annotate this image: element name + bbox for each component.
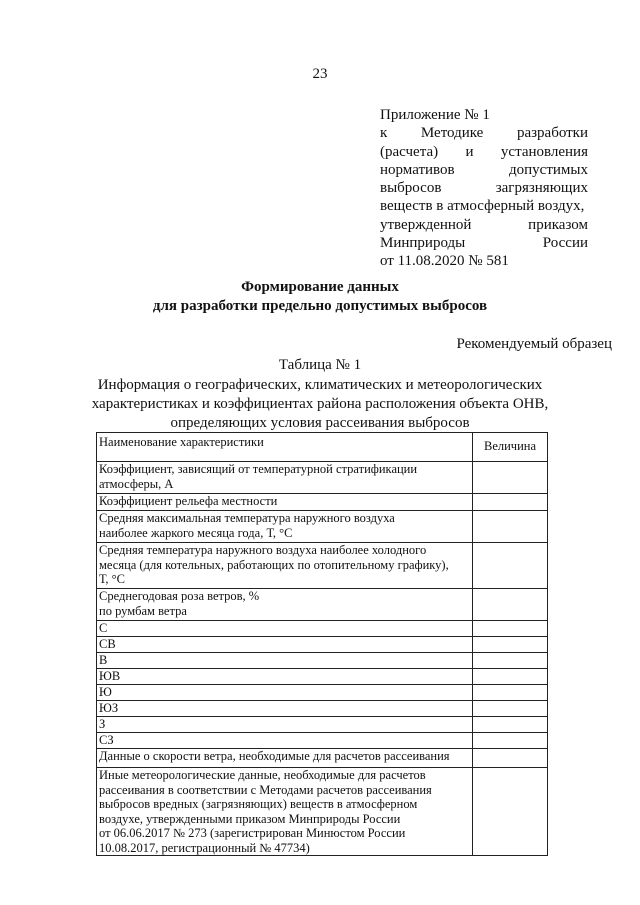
- characteristic-name-cell: [97, 543, 473, 589]
- appendix-word: веществ в атмосферный воздух,: [380, 198, 585, 215]
- appendix-word: допустимых: [509, 161, 588, 178]
- characteristic-line: Коэффициент рельефа местности: [99, 494, 278, 508]
- characteristic-line: Иные метеорологические данные, необходимые для расчетов: [99, 768, 426, 782]
- table-row: [97, 653, 548, 669]
- appendix-block: [380, 106, 588, 271]
- characteristic-line: Т, °С: [99, 572, 125, 586]
- heading-line-1: Формирование данных: [241, 279, 399, 295]
- characteristic-name-cell: [97, 621, 473, 637]
- appendix-line: [380, 197, 588, 215]
- characteristic-name-cell: [97, 637, 473, 653]
- table-row: [97, 494, 548, 511]
- value-cell[interactable]: [473, 621, 548, 637]
- value-cell[interactable]: [473, 494, 548, 511]
- value-cell[interactable]: [473, 717, 548, 733]
- characteristic-name-cell: [97, 494, 473, 511]
- characteristic-line: СЗ: [99, 733, 114, 747]
- appendix-word: нормативов: [380, 161, 455, 178]
- appendix-line: [380, 234, 588, 252]
- appendix-word: загрязняющих: [495, 180, 588, 197]
- appendix-word: приказом: [528, 216, 588, 233]
- table-row: [97, 669, 548, 685]
- appendix-word: разработки: [516, 125, 588, 142]
- heading-line-2: для разработки предельно допустимых выбросов: [152, 298, 488, 314]
- characteristic-line: В: [99, 653, 108, 667]
- characteristic-line: наиболее жаркого месяца года, Т, °С: [99, 525, 293, 540]
- table-row: [97, 717, 548, 733]
- appendix-line: [380, 179, 588, 197]
- characteristic-name-cell: [97, 462, 473, 494]
- table-number: Таблица № 1: [278, 357, 362, 373]
- caption-line-2: характеристиках и коэффициентах района расположения объекта ОНВ,: [91, 396, 549, 412]
- characteristic-name-cell: [97, 669, 473, 685]
- characteristic-line: Данные о скорости ветра, необходимые для расчетов рассеивания: [99, 749, 450, 763]
- value-cell[interactable]: [473, 685, 548, 701]
- characteristic-line: 10.08.2017, регистрационный № 47734): [99, 840, 310, 855]
- table-header-row: [97, 433, 548, 462]
- caption-line-3: определяющих условия рассеивания выбросов: [170, 415, 470, 431]
- characteristic-name-cell: [97, 701, 473, 717]
- characteristic-line: от 06.06.2017 № 273 (зарегистрирован Минюстом России: [99, 826, 406, 840]
- characteristic-name-cell: [97, 768, 473, 856]
- characteristic-line: по румбам ветра: [99, 603, 187, 618]
- characteristic-line: месяца (для котельных, работающих по отопительному графику),: [99, 557, 449, 572]
- characteristics-table: [96, 432, 548, 856]
- appendix-word: (расчета): [380, 143, 439, 160]
- appendix-lines: [380, 124, 588, 252]
- appendix-word: утвержденной: [380, 216, 472, 233]
- table-row: [97, 511, 548, 543]
- characteristic-line: Ю: [99, 685, 112, 699]
- characteristic-name-cell: [97, 653, 473, 669]
- table-row: [97, 733, 548, 749]
- appendix-date: от 11.08.2020 № 581: [380, 253, 509, 270]
- table-row: [97, 749, 548, 768]
- characteristic-name-cell: [97, 749, 473, 768]
- value-cell[interactable]: [473, 637, 548, 653]
- appendix-word: к: [380, 125, 388, 142]
- caption-line-1: Информация о географических, климатических и метеорологических: [97, 377, 543, 393]
- characteristic-name-cell: [97, 685, 473, 701]
- value-cell[interactable]: [473, 511, 548, 543]
- characteristic-name-cell: [97, 717, 473, 733]
- value-cell[interactable]: [473, 669, 548, 685]
- characteristic-line: ЮЗ: [99, 701, 119, 715]
- recommended-sample-label: Рекомендуемый образец: [456, 336, 612, 352]
- table-body: [97, 462, 548, 856]
- appendix-word: России: [542, 235, 588, 252]
- page-number: 23: [312, 66, 328, 82]
- header-value-cell: Величина: [473, 433, 548, 462]
- table-row: [97, 701, 548, 717]
- appendix-line: [380, 143, 588, 161]
- characteristic-line: выбросов вредных (загрязняющих) веществ в атмосферном: [99, 797, 418, 811]
- table-row: [97, 543, 548, 589]
- appendix-title: Приложение № 1: [380, 107, 490, 123]
- characteristic-line: воздухе, утвержденными приказом Минприроды России: [99, 811, 401, 826]
- value-cell[interactable]: [473, 733, 548, 749]
- value-cell[interactable]: [473, 768, 548, 856]
- table-row: [97, 589, 548, 621]
- characteristic-line: Коэффициент, зависящий от температурной стратификации: [99, 462, 418, 476]
- characteristic-name-cell: [97, 589, 473, 621]
- appendix-word: и: [465, 143, 474, 160]
- table-row: [97, 768, 548, 856]
- characteristic-line: С: [99, 621, 108, 635]
- table-caption: [0, 376, 640, 433]
- characteristic-name-cell: [97, 511, 473, 543]
- characteristic-line: рассеивания в соответствии с Методами расчетов рассеивания: [99, 782, 432, 797]
- appendix-word: установления: [500, 143, 588, 160]
- characteristic-line: атмосферы, А: [99, 476, 174, 491]
- value-cell[interactable]: [473, 749, 548, 768]
- table-row: [97, 637, 548, 653]
- value-cell[interactable]: [473, 462, 548, 494]
- appendix-line: [380, 216, 588, 234]
- characteristic-line: З: [99, 717, 106, 731]
- characteristic-line: Среднегодовая роза ветров, %: [99, 589, 260, 603]
- table-row: [97, 685, 548, 701]
- characteristic-name-cell: [97, 733, 473, 749]
- characteristic-line: Средняя температура наружного воздуха наиболее холодного: [99, 543, 427, 557]
- document-heading: [0, 278, 640, 316]
- header-name-cell: Наименование характеристики: [97, 433, 473, 462]
- table-row: [97, 621, 548, 637]
- value-cell[interactable]: [473, 589, 548, 621]
- table-row: [97, 462, 548, 494]
- value-cell[interactable]: [473, 543, 548, 589]
- appendix-word: выбросов: [380, 180, 442, 197]
- characteristic-line: ЮВ: [99, 669, 121, 683]
- characteristic-line: Средняя максимальная температура наружного воздуха: [99, 511, 395, 525]
- value-cell[interactable]: [473, 701, 548, 717]
- characteristic-line: СВ: [99, 637, 116, 651]
- appendix-line: [380, 161, 588, 179]
- appendix-word: Минприроды: [380, 235, 466, 252]
- appendix-word: Методике: [420, 125, 484, 142]
- appendix-line: [380, 124, 588, 142]
- value-cell[interactable]: [473, 653, 548, 669]
